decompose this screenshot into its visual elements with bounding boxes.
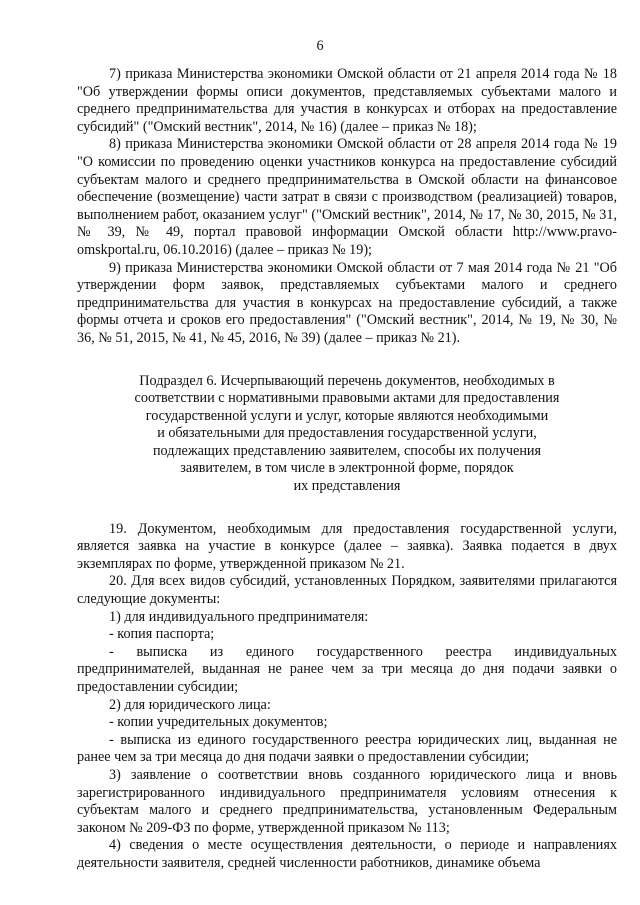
list-item: 3) заявление о соответствии вновь созданного юридического лица и вновь зарегистрированного индивидуального предпринимателя условиям отнесения к субъектам малого и среднего предпринимательства, установленным Федеральным законом № 209-ФЗ по форме, утвержденной приказом № 113;: [77, 766, 617, 836]
list-item: - копия паспорта;: [109, 626, 215, 643]
paragraph-item-7: 7) приказа Министерства экономики Омской области от 21 апреля 2014 года № 18 "Об утверждении формы описи документов, представляемых субъектами малого и среднего предпринимательства для участия в конкурсах и отборах на предоставление субсидий" ("Омский вестник", 2014, № 16) (далее – приказ № 18);: [77, 66, 617, 135]
paragraph-item-9: 9) приказа Министерства экономики Омской области от 7 мая 2014 года № 21 "Об утверждении форм заявок, представляемых субъектами малого и среднего предпринимательства для участия в конкурсах на предоставление субсидий, а также формы отчета и сроков его предоставления" ("Омский вестник", 2014, № 19, № 30, № 36, № 51, 2015, № 41, № 45, 2016, № 39) (далее – приказ № 21).: [77, 259, 617, 346]
list-item: - копии учредительных документов;: [109, 714, 328, 731]
section-heading-line: их представления: [293, 478, 401, 495]
section-heading: [77, 373, 617, 496]
list-item: - выписка из единого государственного реестра индивидуальных предпринимателей, выданная не ранее чем за три месяца до дня подачи заявки о предоставлении субсидии;: [77, 643, 617, 695]
section-heading-line: заявителем, в том числе в электронной форме, порядок: [180, 460, 514, 477]
page-number: 6: [316, 38, 324, 54]
section-heading-line: подлежащих представлению заявителем, способы их получения: [152, 442, 542, 459]
paragraph-19: 19. Документом, необходимым для предоставления государственной услуги, является заявка на участие в конкурсе (далее – заявка). Заявка подается в двух экземплярах по форме, утвержденной приказом № 21.: [77, 520, 617, 572]
section-heading-line: и обязательными для предоставления государственной услуги,: [157, 425, 537, 442]
list-item: 4) сведения о месте осуществления деятельности, о периоде и направлениях деятельности заявителя, средней численности работников, динамике объема: [77, 837, 617, 871]
list-item: 1) для индивидуального предпринимателя:: [109, 608, 369, 625]
section-heading-line: Подраздел 6. Исчерпывающий перечень документов, необходимых в: [139, 372, 555, 389]
document-body: [77, 66, 617, 873]
paragraph-item-8: 8) приказа Министерства экономики Омской области от 28 апреля 2014 года № 19 "О комиссии по проведению оценки участников конкурса на предоставление субсидий субъектам малого и среднего предпринимательства в Омской области на финансовое обеспечение (возмещение) части затрат в связи с производством (реализацией) товаров, выполнением работ, оказанием услуг" ("Омский вестник", 2014, № 17, № 30, 2015, № 31, № 39, № 49, портал правовой информации Омской области http://www.pravo-omskportal.ru, 06.10.2016) (далее – приказ № 19);: [77, 136, 617, 258]
list-item: 2) для юридического лица:: [109, 696, 271, 713]
list-item: - выписка из единого государственного реестра юридических лиц, выданная не ранее чем за три месяца до дня подачи заявки о предоставлении субсидии;: [77, 731, 617, 766]
section-heading-line: государственной услуги и услуг, которые являются необходимыми: [145, 407, 549, 424]
paragraph-20: 20. Для всех видов субсидий, установленных Порядком, заявителями прилагаются следующие документы:: [77, 573, 617, 608]
section-heading-line: соответствии с нормативными правовыми актами для предоставления: [134, 390, 560, 407]
